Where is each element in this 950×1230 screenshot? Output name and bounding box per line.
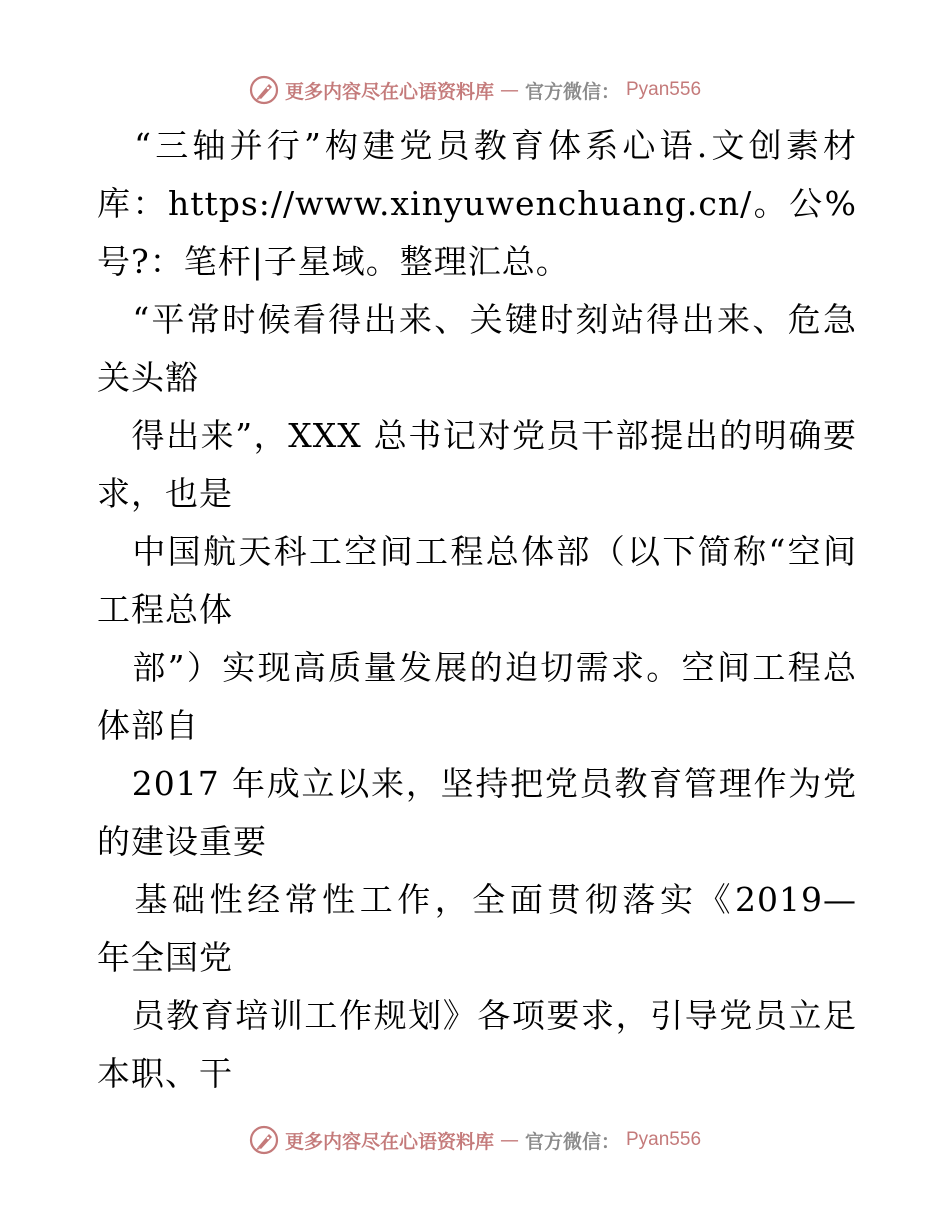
header-banner [0,70,950,110]
banner-slogan: 更多内容尽在心语资料库 [284,1130,494,1153]
doc-line: 号?：笔杆|子星域。整理汇总。 [97,242,570,281]
banner-slogan: 更多内容尽在心语资料库 [284,80,494,103]
doc-line: 得出来”，XXX 总书记对党员干部提出的明确要 [97,416,857,455]
footer-banner [0,1120,950,1160]
banner-separator: — [499,79,519,101]
doc-line: 中国航天科工空间工程总体部（以下简称“空间 [97,532,857,571]
doc-line: 的建设重要 [97,822,267,861]
pen-nib-logo-icon [249,75,279,105]
doc-line: 求，也是 [97,474,233,513]
banner-wechat-id: Pyan556 [626,1129,702,1150]
doc-line: 库：https://www.xinyuwenchuang.cn/。公% [97,184,857,223]
doc-line: 基础性经常性工作，全面贯彻落实《2019— [134,880,857,919]
doc-line: “平常时候看得出来、关键时刻站得出来、危急 [97,300,857,339]
doc-line: 年全国党 [97,938,233,977]
banner-wechat-id: Pyan556 [626,79,702,100]
pen-nib-logo-icon [249,1125,279,1155]
doc-line: 工程总体 [97,590,233,629]
doc-line: 本职、干 [97,1054,233,1093]
doc-line: 体部自 [97,706,199,745]
doc-line: “三轴并行”构建党员教育体系心语.文创素材 [97,126,857,165]
banner-separator: — [499,1129,519,1151]
doc-line: 关头豁 [97,358,199,397]
doc-line: 员教育培训工作规划》各项要求，引导党员立足 [97,996,857,1035]
banner-wechat-label: 官方微信： [524,80,620,103]
doc-line: 部”）实现高质量发展的迫切需求。空间工程总 [97,648,857,687]
doc-line: 2017 年成立以来，坚持把党员教育管理作为党 [97,764,857,803]
banner-wechat-label: 官方微信： [524,1130,620,1153]
